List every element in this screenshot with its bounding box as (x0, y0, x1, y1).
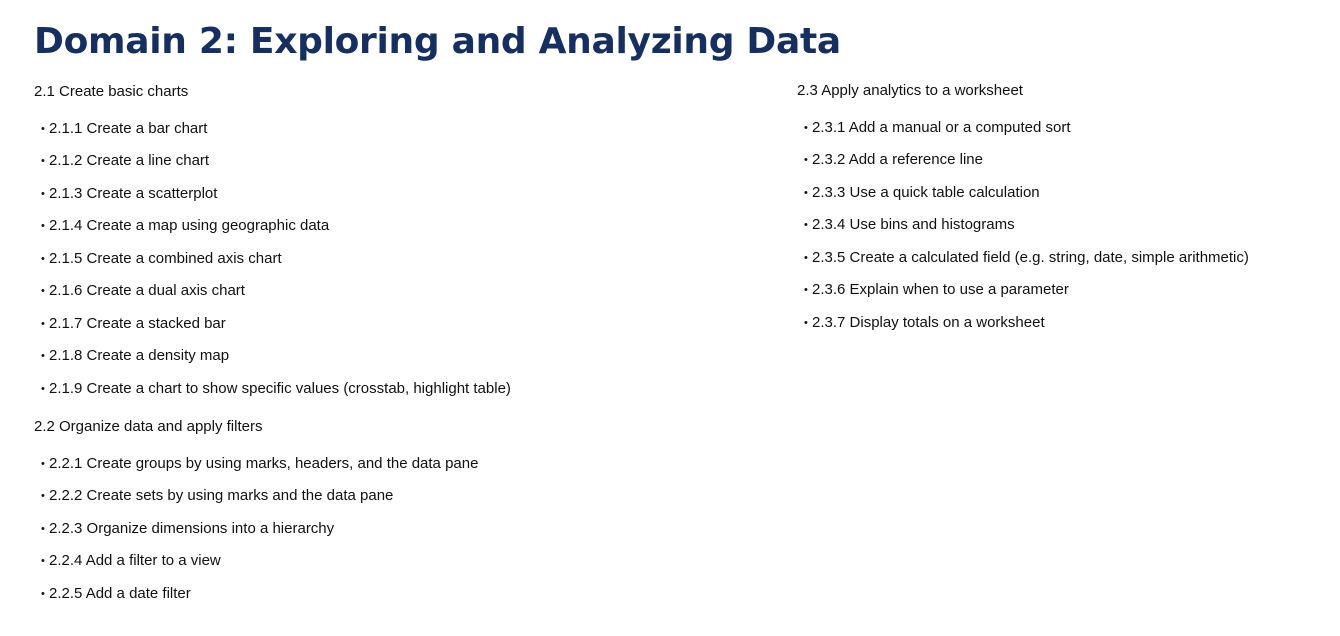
bullet-icon: • (804, 154, 808, 167)
list-item: • 2.3.5 Create a calculated field (e.g. string, date, simple arithmetic) (804, 248, 1249, 266)
bullet-icon: • (41, 490, 45, 503)
bullet-icon: • (41, 382, 45, 395)
list-item: • 2.3.4 Use bins and histograms (804, 216, 1015, 234)
bullet-icon: • (41, 187, 45, 200)
bullet-icon: • (804, 219, 808, 232)
list-item: • 2.2.3 Organize dimensions into a hierarchy (41, 519, 335, 537)
bullet-icon: • (804, 122, 808, 134)
bullet-icon: • (41, 458, 45, 470)
section-2-1-list (34, 119, 511, 411)
list-item: • 2.1.3 Create a scatterplot (41, 184, 218, 202)
list-item: • 2.1.5 Create a combined axis chart (41, 249, 282, 267)
section-heading-2-1: 2.1 Create basic charts (34, 83, 189, 100)
list-item: • 2.3.3 Use a quick table calculation (804, 183, 1040, 201)
list-item: • 2.1.6 Create a dual axis chart (41, 282, 245, 300)
bullet-icon: • (41, 252, 45, 265)
bullet-icon: • (41, 555, 45, 568)
bullet-icon: • (41, 155, 45, 168)
list-item: • 2.3.6 Explain when to use a parameter (804, 281, 1069, 299)
bullet-icon: • (41, 123, 45, 135)
list-item: • 2.2.4 Add a filter to a view (41, 552, 221, 570)
bullet-icon: • (804, 251, 808, 264)
list-item: • 2.3.7 Display totals on a worksheet (804, 313, 1045, 331)
list-item: • 2.1.9 Create a chart to show specific values (crosstab, highlight table) (41, 379, 511, 397)
list-item: • 2.1.4 Create a map using geographic data (41, 217, 330, 235)
section-2-3-list (797, 118, 1249, 345)
bullet-icon: • (41, 350, 45, 363)
bullet-icon: • (804, 316, 808, 329)
list-item: • 2.3.1 Add a manual or a computed sort (804, 119, 1071, 136)
list-item: • 2.1.8 Create a density map (41, 347, 230, 365)
section-heading-2-3: 2.3 Apply analytics to a worksheet (797, 82, 1023, 99)
list-item: • 2.1.7 Create a stacked bar (41, 314, 226, 332)
bullet-icon: • (41, 587, 45, 600)
list-item: • 2.2.1 Create groups by using marks, headers, and the data pane (41, 455, 479, 472)
bullet-icon: • (41, 220, 45, 233)
list-item: • 2.2.2 Create sets by using marks and the data pane (41, 487, 394, 505)
bullet-icon: • (41, 285, 45, 298)
list-item: • 2.1.1 Create a bar chart (41, 120, 208, 137)
bullet-icon: • (41, 522, 45, 535)
page-title: Domain 2: Exploring and Analyzing Data (34, 21, 841, 62)
list-item: • 2.1.2 Create a line chart (41, 152, 210, 170)
section-2-2-list (34, 454, 478, 616)
bullet-icon: • (804, 186, 808, 199)
bullet-icon: • (804, 284, 808, 297)
section-heading-2-2: 2.2 Organize data and apply filters (34, 418, 263, 435)
bullet-icon: • (41, 317, 45, 330)
list-item: • 2.3.2 Add a reference line (804, 151, 983, 169)
list-item: • 2.2.5 Add a date filter (41, 584, 191, 602)
